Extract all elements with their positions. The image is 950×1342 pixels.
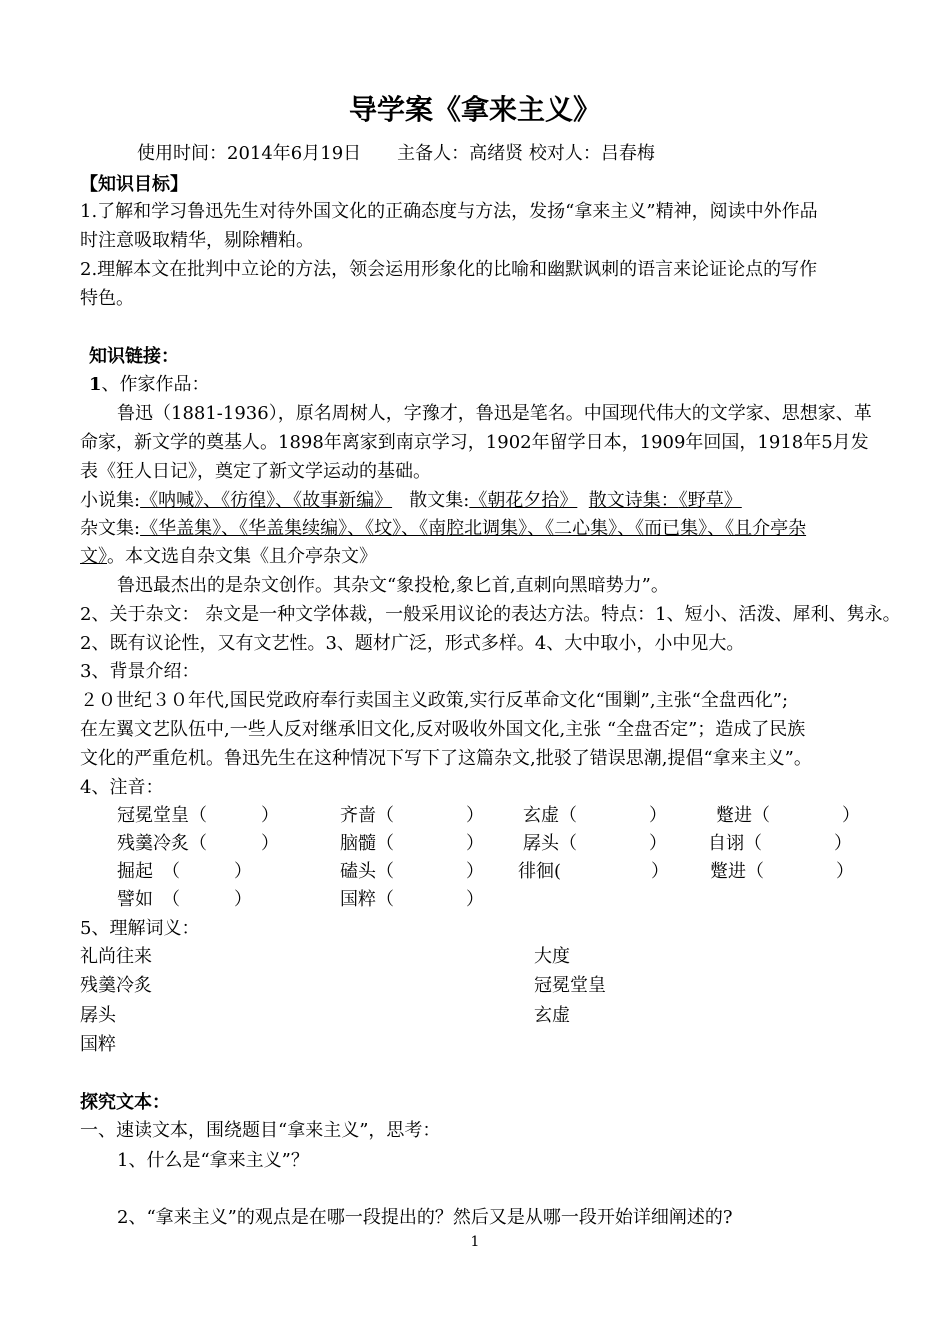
pinyin-item: 齐啬（ ） — [340, 805, 484, 826]
explore-question-1-1: 1、什么是“拿来主义”？ — [117, 1150, 309, 1171]
meta-line: 使用时间：2014年6月19日 主备人：高绪贤 校对人：吕春梅 — [137, 143, 655, 164]
background-line-1: ２０世纪３０年代,国民党政府奉行卖国主义政策,实行反革命文化“围剿”,主张“全盘西化”; — [80, 690, 789, 711]
goal-line-2: 时注意吸取精华，剔除糟粕。 — [80, 230, 314, 251]
goal-line-3: 2.理解本文在批判中立论的方法，领会运用形象化的比喻和幽默讽刺的语言来论证论点的写作 — [80, 259, 818, 280]
vocab-item: 大度 — [534, 946, 570, 967]
pinyin-item: 国粹（ ） — [340, 889, 484, 910]
pinyin-item: 玄虚（ ） — [523, 805, 667, 826]
poem-list: 《野草》 — [678, 490, 742, 511]
prose-label: 散文集: — [409, 490, 470, 511]
pinyin-item: 残羹冷炙（ ） — [117, 833, 279, 854]
best-work-line: 鲁迅最杰出的是杂文创作。其杂文“象投枪,象匕首,直刺向黑暗势力”。 — [117, 575, 669, 596]
page-number: 1 — [470, 1234, 480, 1250]
vocab-item: 冠冕堂皇 — [534, 975, 606, 996]
vocab-item: 礼尚往来 — [80, 946, 152, 967]
section-4-title: 4、注音： — [80, 777, 164, 798]
pinyin-item: 脑髓（ ） — [340, 833, 484, 854]
essay-note: 。本文选自杂文集《且介亭杂文》 — [107, 546, 377, 567]
essay-list-2: 文》 — [80, 546, 107, 567]
section-1-title — [89, 374, 210, 396]
vocab-item: 国粹 — [80, 1034, 116, 1055]
essay-label: 杂文集: — [80, 518, 141, 539]
pinyin-item: 蹩进（ ） — [710, 861, 854, 882]
explore-heading: 探究文本： — [80, 1092, 170, 1113]
pinyin-item: 孱头（ ） — [523, 833, 667, 854]
bio-line-2: 命家，新文学的奠基人。1898年离家到南京学习，1902年留学日本，1909年回国，1918年5月发 — [80, 432, 869, 453]
section-2-line-1: 2、关于杂文： 杂文是一种文学体裁，一般采用议论的表达方法。特点：1、短小、活泼、犀利、隽永。 — [80, 604, 901, 625]
goal-line-1: 1.了解和学习鲁迅先生对待外国文化的正确态度与方法，发扬“拿来主义”精神，阅读中外作品 — [80, 201, 818, 222]
explore-question-1-2: 2、“拿来主义”的观点是在哪一段提出的？然后又是从哪一段开始详细阐述的? — [117, 1207, 733, 1228]
novel-label: 小说集: — [80, 490, 141, 511]
bio-line-3: 表《狂人日记》，奠定了新文学运动的基础。 — [80, 461, 431, 482]
essay-line-1 — [80, 518, 806, 540]
pinyin-item: 徘徊( ） — [518, 861, 670, 882]
section-1-label: 、作家作品： — [101, 374, 210, 395]
poem-label: 散文诗集： — [588, 490, 679, 511]
section-5-title: 5、理解词义： — [80, 918, 200, 939]
vocab-item: 残羹冷炙 — [80, 975, 152, 996]
background-line-2: 在左翼文艺队伍中,一些人反对继承旧文化,反对吸收外国文化,主张 “全盘否定”；造成了民族 — [80, 719, 806, 740]
vocab-item: 玄虚 — [534, 1005, 570, 1026]
novel-list: 《呐喊》、《彷徨》、《故事新编》 — [140, 490, 393, 511]
section-2-line-2: 2、既有议论性，又有文艺性。3、题材广泛，形式多样。4、大中取小，小中见大。 — [80, 633, 745, 654]
vocab-item: 孱头 — [80, 1005, 116, 1026]
pinyin-item: 蹩进（ ） — [716, 805, 860, 826]
pinyin-item: 冠冕堂皇（ ） — [117, 805, 279, 826]
pinyin-item: 譬如 （ ） — [117, 889, 252, 910]
knowledge-goal-heading: 【知识目标】 — [80, 174, 188, 195]
section-1-number: 1 — [89, 374, 102, 395]
goal-line-4: 特色。 — [80, 288, 134, 309]
background-line-3: 文化的严重危机。鲁迅先生在这种情况下写下了这篇杂文,批驳了错误思潮,提倡“拿来主义”。 — [80, 748, 812, 769]
knowledge-link-heading: 知识链接： — [89, 346, 179, 367]
explore-question-1: 一、速读文本，围绕题目“拿来主义”，思考： — [80, 1120, 441, 1141]
pinyin-item: 自诩（ ） — [708, 833, 852, 854]
essay-list-1: 《华盖集》、《华盖集续编》、《坟》、《南腔北调集》、《二心集》、《而已集》、《且介亭杂 — [140, 518, 807, 539]
pinyin-item: 掘起 （ ） — [117, 861, 252, 882]
pinyin-item: 磕头（ ） — [340, 861, 484, 882]
section-3-title: 3、背景介绍： — [80, 661, 200, 682]
bio-line-1: 鲁迅（1881-1936），原名周树人，字豫才，鲁迅是笔名。中国现代伟大的文学家、思想家、革 — [117, 403, 872, 424]
prose-list: 《朝花夕拾》 — [469, 490, 578, 511]
works-line — [80, 490, 742, 512]
page-title: 导学案《拿来主义》 — [348, 93, 601, 126]
essay-line-2 — [80, 546, 377, 568]
